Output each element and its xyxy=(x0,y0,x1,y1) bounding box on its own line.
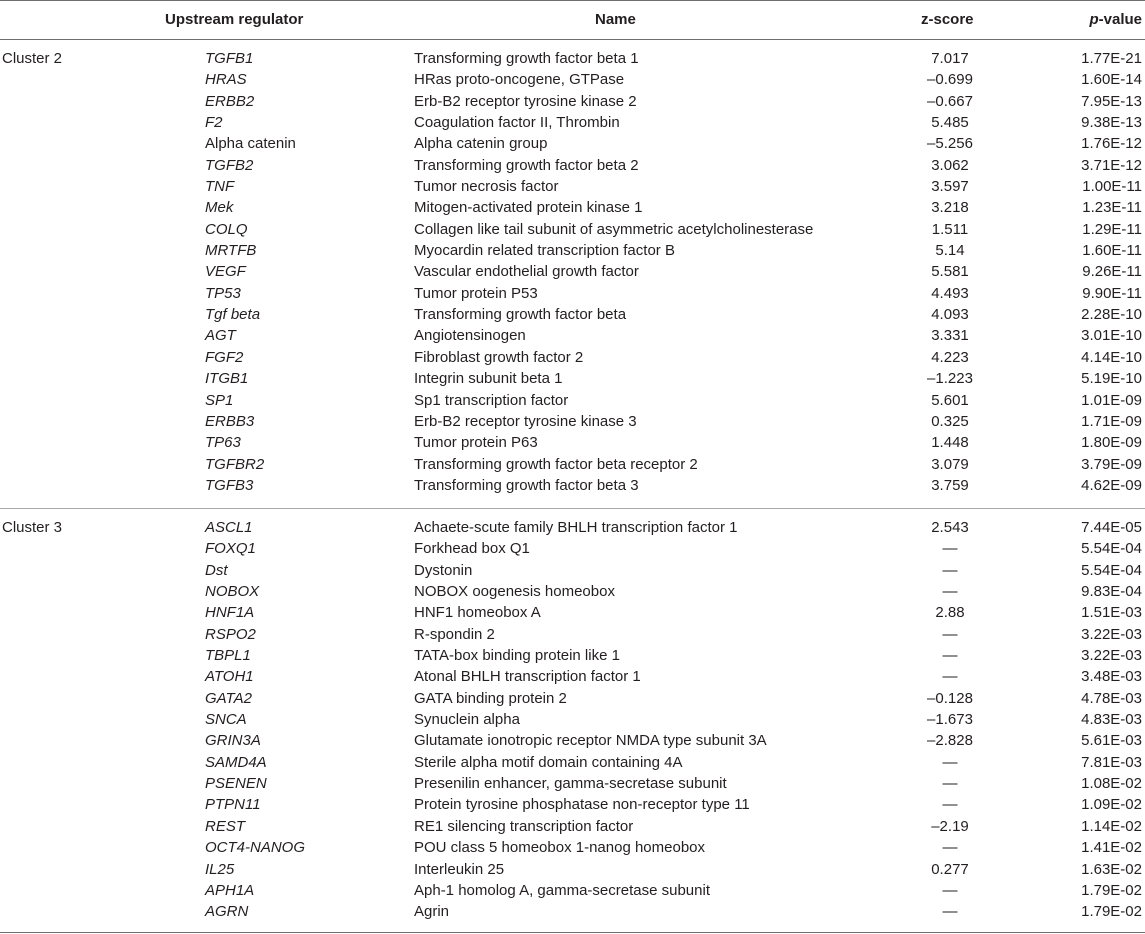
regulator-cell: FGF2 xyxy=(205,348,244,366)
z-score-cell: — xyxy=(942,775,958,793)
name-cell: Synuclein alpha xyxy=(414,711,520,729)
regulator-cell: HNF1A xyxy=(205,604,255,622)
name-cell: HNF1 homeobox A xyxy=(414,604,541,622)
name-cell: RE1 silencing transcription factor xyxy=(414,817,634,835)
p-value-cell: 5.19E-10 xyxy=(1081,370,1142,388)
z-score-cell: 3.331 xyxy=(931,327,969,345)
p-value-cell: 9.90E-11 xyxy=(1082,284,1142,302)
name-cell: Erb-B2 receptor tyrosine kinase 2 xyxy=(414,92,637,110)
name-cell: Transforming growth factor beta receptor 2 xyxy=(414,455,698,473)
regulator-cell: GATA2 xyxy=(205,689,252,707)
table-row xyxy=(0,645,1145,666)
name-cell: Tumor protein P53 xyxy=(414,284,538,302)
name-cell: POU class 5 homeobox 1-nanog homeobox xyxy=(414,839,706,857)
regulator-cell: ITGB1 xyxy=(205,370,249,388)
table-row xyxy=(0,197,1145,218)
z-score-cell: –0.128 xyxy=(927,689,973,707)
z-score-cell: 5.485 xyxy=(931,114,969,132)
regulator-cell: GRIN3A xyxy=(205,732,261,750)
name-cell: Agrin xyxy=(414,903,450,921)
z-score-cell: 1.511 xyxy=(931,220,969,238)
z-score-cell: –1.673 xyxy=(927,711,973,729)
regulator-cell: SP1 xyxy=(205,391,234,409)
p-value-cell: 4.83E-03 xyxy=(1081,711,1142,729)
table-row xyxy=(0,602,1145,623)
regulator-cell: NOBOX xyxy=(205,583,260,601)
cluster-3-section xyxy=(0,517,1145,923)
p-value-cell: 1.01E-09 xyxy=(1081,391,1142,409)
table-row xyxy=(0,816,1145,837)
p-value-cell: 1.60E-11 xyxy=(1082,242,1142,260)
regulator-cell: FOXQ1 xyxy=(205,540,256,558)
p-value-cell: 5.61E-03 xyxy=(1081,732,1142,750)
regulator-cell: TGFB2 xyxy=(205,156,254,174)
table-row xyxy=(0,368,1145,389)
regulator-cell: Alpha catenin xyxy=(205,135,296,153)
p-value-cell: 1.23E-11 xyxy=(1082,199,1142,217)
regulator-cell: REST xyxy=(205,817,246,835)
z-score-cell: –5.256 xyxy=(927,135,973,153)
z-score-cell: 5.601 xyxy=(931,391,969,409)
table-row xyxy=(0,133,1145,154)
name-cell: Angiotensinogen xyxy=(414,327,526,345)
p-value-cell: 1.09E-02 xyxy=(1081,796,1142,814)
name-cell: Transforming growth factor beta 2 xyxy=(414,156,639,174)
p-value-cell: 1.77E-21 xyxy=(1081,50,1142,67)
z-score-cell: 3.218 xyxy=(931,199,969,217)
name-cell: Coagulation factor II, Thrombin xyxy=(414,114,620,132)
z-score-cell: — xyxy=(942,668,958,686)
z-score-cell: — xyxy=(942,647,958,665)
z-score-cell: 3.597 xyxy=(931,178,969,196)
cluster-label: Cluster 2 xyxy=(2,50,63,67)
table-row xyxy=(0,709,1145,730)
header-name: Name xyxy=(595,11,636,28)
table-row xyxy=(0,347,1145,368)
name-cell: Atonal BHLH transcription factor 1 xyxy=(414,668,641,686)
table-row xyxy=(0,432,1145,453)
z-score-cell: 0.325 xyxy=(931,412,969,430)
name-cell: Sp1 transcription factor xyxy=(414,391,569,409)
z-score-cell: 3.062 xyxy=(931,156,969,174)
z-score-cell: 3.759 xyxy=(931,476,969,494)
z-score-cell: –2.828 xyxy=(927,732,973,750)
regulator-cell: AGT xyxy=(205,327,236,345)
name-cell: Alpha catenin group xyxy=(414,135,548,153)
table-row xyxy=(0,517,1145,538)
z-score-cell: –1.223 xyxy=(927,370,973,388)
z-score-cell: 0.277 xyxy=(931,860,969,878)
p-value-cell: 1.79E-02 xyxy=(1081,903,1142,921)
name-cell: TATA-box binding protein like 1 xyxy=(414,647,620,665)
p-value-cell: 1.00E-11 xyxy=(1082,178,1142,196)
p-value-cell: 1.60E-14 xyxy=(1081,71,1142,89)
name-cell: Dystonin xyxy=(414,561,473,579)
name-cell: Integrin subunit beta 1 xyxy=(414,370,563,388)
p-value-cell: 9.38E-13 xyxy=(1081,114,1142,132)
p-value-cell: 3.22E-03 xyxy=(1081,625,1142,643)
table-bottom-rule xyxy=(0,932,1145,933)
p-value-cell: 3.79E-09 xyxy=(1081,455,1142,473)
regulator-cell: ERBB3 xyxy=(205,412,255,430)
regulator-cell: TGFB1 xyxy=(205,50,254,67)
z-score-cell: 5.581 xyxy=(931,263,969,281)
table-row xyxy=(0,880,1145,901)
z-score-cell: 4.093 xyxy=(931,306,969,324)
table-row xyxy=(0,91,1145,112)
regulator-cell: Mek xyxy=(205,199,234,217)
z-score-cell: — xyxy=(942,625,958,643)
cluster-divider-rule xyxy=(0,508,1145,509)
p-value-cell: 1.71E-09 xyxy=(1081,412,1142,430)
name-cell: Mitogen-activated protein kinase 1 xyxy=(414,199,643,217)
table-row xyxy=(0,411,1145,432)
p-value-cell: 9.26E-11 xyxy=(1082,263,1142,281)
name-cell: Collagen like tail subunit of asymmetric acetylcholinesterase xyxy=(414,220,814,238)
name-cell: Vascular endothelial growth factor xyxy=(414,263,639,281)
name-cell: Fibroblast growth factor 2 xyxy=(414,348,584,366)
table-row xyxy=(0,69,1145,90)
p-value-cell: 3.48E-03 xyxy=(1081,668,1142,686)
regulator-cell: ATOH1 xyxy=(205,668,254,686)
z-score-cell: — xyxy=(942,796,958,814)
regulator-cell: OCT4-NANOG xyxy=(205,839,306,857)
z-score-cell: 1.448 xyxy=(931,434,969,452)
regulator-cell: TBPL1 xyxy=(205,647,251,665)
name-cell: Presenilin enhancer, gamma-secretase subunit xyxy=(414,775,727,793)
z-score-cell: 3.079 xyxy=(931,455,969,473)
regulator-cell: IL25 xyxy=(205,860,235,878)
table-row xyxy=(0,219,1145,240)
p-value-cell: 1.51E-03 xyxy=(1081,604,1142,622)
table-row xyxy=(0,773,1145,794)
z-score-cell: — xyxy=(942,903,958,921)
table-row xyxy=(0,624,1145,645)
header-p-suffix: -value xyxy=(1098,11,1142,28)
z-score-cell: — xyxy=(942,561,958,579)
p-value-cell: 4.78E-03 xyxy=(1081,689,1142,707)
p-value-cell: 1.63E-02 xyxy=(1081,860,1142,878)
regulator-cell: Tgf beta xyxy=(205,306,261,324)
table-row xyxy=(0,155,1145,176)
z-score-cell: –2.19 xyxy=(931,817,969,835)
name-cell: Transforming growth factor beta 3 xyxy=(414,476,639,494)
p-value-cell: 5.54E-04 xyxy=(1081,561,1142,579)
z-score-cell: — xyxy=(942,583,958,601)
z-score-cell: 5.14 xyxy=(935,242,965,260)
regulator-cell: F2 xyxy=(205,114,223,132)
header-p-value xyxy=(1089,11,1142,29)
table-row xyxy=(0,112,1145,133)
regulator-cell: TGFB3 xyxy=(205,476,254,494)
regulator-cell: AGRN xyxy=(205,903,249,921)
regulator-cell: PTPN11 xyxy=(205,796,261,814)
regulator-cell: PSENEN xyxy=(205,775,267,793)
p-value-cell: 1.08E-02 xyxy=(1081,775,1142,793)
p-value-cell: 3.01E-10 xyxy=(1081,327,1142,345)
name-cell: Tumor protein P63 xyxy=(414,434,538,452)
regulator-cell: SNCA xyxy=(205,711,247,729)
cluster-label: Cluster 3 xyxy=(2,519,63,536)
header-bottom-rule xyxy=(0,39,1145,40)
table-row xyxy=(0,752,1145,773)
p-value-cell: 1.79E-02 xyxy=(1081,881,1142,899)
regulator-cell: ERBB2 xyxy=(205,92,255,110)
table-row xyxy=(0,390,1145,411)
table-row xyxy=(0,240,1145,261)
table-row xyxy=(0,859,1145,880)
cluster-2-section xyxy=(0,48,1145,496)
p-value-cell: 7.95E-13 xyxy=(1081,92,1142,110)
regulator-cell: TGFBR2 xyxy=(205,455,265,473)
regulator-cell: MRTFB xyxy=(205,242,257,260)
name-cell: GATA binding protein 2 xyxy=(414,689,567,707)
table-row xyxy=(0,454,1145,475)
z-score-cell: 7.017 xyxy=(931,50,969,67)
table-row xyxy=(0,688,1145,709)
name-cell: R-spondin 2 xyxy=(414,625,495,643)
p-value-cell: 7.44E-05 xyxy=(1081,519,1142,536)
table-row xyxy=(0,560,1145,581)
regulator-cell: HRAS xyxy=(205,71,247,89)
regulator-cell: TNF xyxy=(205,178,235,196)
p-value-cell: 4.14E-10 xyxy=(1081,348,1142,366)
regulator-cell: VEGF xyxy=(205,263,246,281)
name-cell: Transforming growth factor beta 1 xyxy=(414,50,639,67)
p-value-cell: 5.54E-04 xyxy=(1081,540,1142,558)
regulator-cell: Dst xyxy=(205,561,228,579)
z-score-cell: 2.543 xyxy=(931,519,969,536)
header-p-italic: p xyxy=(1089,11,1099,28)
z-score-cell: — xyxy=(942,753,958,771)
p-value-cell: 2.28E-10 xyxy=(1081,306,1142,324)
z-score-cell: — xyxy=(942,839,958,857)
name-cell: Tumor necrosis factor xyxy=(414,178,559,196)
p-value-cell: 3.71E-12 xyxy=(1081,156,1142,174)
z-score-cell: — xyxy=(942,881,958,899)
regulator-cell: COLQ xyxy=(205,220,248,238)
p-value-cell: 7.81E-03 xyxy=(1081,753,1142,771)
name-cell: Myocardin related transcription factor B xyxy=(414,242,675,260)
header-upstream-regulator: Upstream regulator xyxy=(165,11,304,28)
regulator-cell: TP53 xyxy=(205,284,241,302)
table-row xyxy=(0,730,1145,751)
name-cell: Erb-B2 receptor tyrosine kinase 3 xyxy=(414,412,637,430)
header-z-score: z-score xyxy=(921,11,974,28)
z-score-cell: — xyxy=(942,540,958,558)
table-row xyxy=(0,538,1145,559)
z-score-cell: 4.223 xyxy=(931,348,969,366)
name-cell: NOBOX oogenesis homeobox xyxy=(414,583,615,601)
name-cell: Protein tyrosine phosphatase non-receptor type 11 xyxy=(414,796,750,814)
table-row xyxy=(0,304,1145,325)
table-row xyxy=(0,837,1145,858)
table-row xyxy=(0,794,1145,815)
name-cell: Glutamate ionotropic receptor NMDA type subunit 3A xyxy=(414,732,767,750)
z-score-cell: 4.493 xyxy=(931,284,969,302)
table-row xyxy=(0,475,1145,496)
z-score-cell: –0.667 xyxy=(927,92,973,110)
regulator-cell: TP63 xyxy=(205,434,241,452)
z-score-cell: –0.699 xyxy=(927,71,973,89)
name-cell: Achaete-scute family BHLH transcription factor 1 xyxy=(414,519,738,536)
table-row xyxy=(0,666,1145,687)
name-cell: Interleukin 25 xyxy=(414,860,505,878)
table-row xyxy=(0,176,1145,197)
name-cell: Transforming growth factor beta xyxy=(414,306,627,324)
p-value-cell: 1.41E-02 xyxy=(1081,839,1142,857)
regulator-cell: SAMD4A xyxy=(205,753,267,771)
table-row xyxy=(0,325,1145,346)
table-row xyxy=(0,581,1145,602)
name-cell: Aph-1 homolog A, gamma-secretase subunit xyxy=(414,881,710,899)
p-value-cell: 3.22E-03 xyxy=(1081,647,1142,665)
name-cell: Sterile alpha motif domain containing 4A xyxy=(414,753,683,771)
name-cell: HRas proto-oncogene, GTPase xyxy=(414,71,625,89)
z-score-cell: 2.88 xyxy=(935,604,965,622)
p-value-cell: 4.62E-09 xyxy=(1081,476,1142,494)
p-value-cell: 1.29E-11 xyxy=(1082,220,1142,238)
name-cell: Forkhead box Q1 xyxy=(414,540,530,558)
table-row xyxy=(0,901,1145,922)
p-value-cell: 1.80E-09 xyxy=(1081,434,1142,452)
regulator-cell: APH1A xyxy=(205,881,255,899)
regulator-cell: RSPO2 xyxy=(205,625,256,643)
table-row xyxy=(0,283,1145,304)
table-row xyxy=(0,261,1145,282)
table-row xyxy=(0,48,1145,69)
p-value-cell: 1.76E-12 xyxy=(1081,135,1142,153)
p-value-cell: 1.14E-02 xyxy=(1081,817,1142,835)
p-value-cell: 9.83E-04 xyxy=(1081,583,1142,601)
regulator-cell: ASCL1 xyxy=(205,519,253,536)
table-header-row xyxy=(0,0,1145,39)
